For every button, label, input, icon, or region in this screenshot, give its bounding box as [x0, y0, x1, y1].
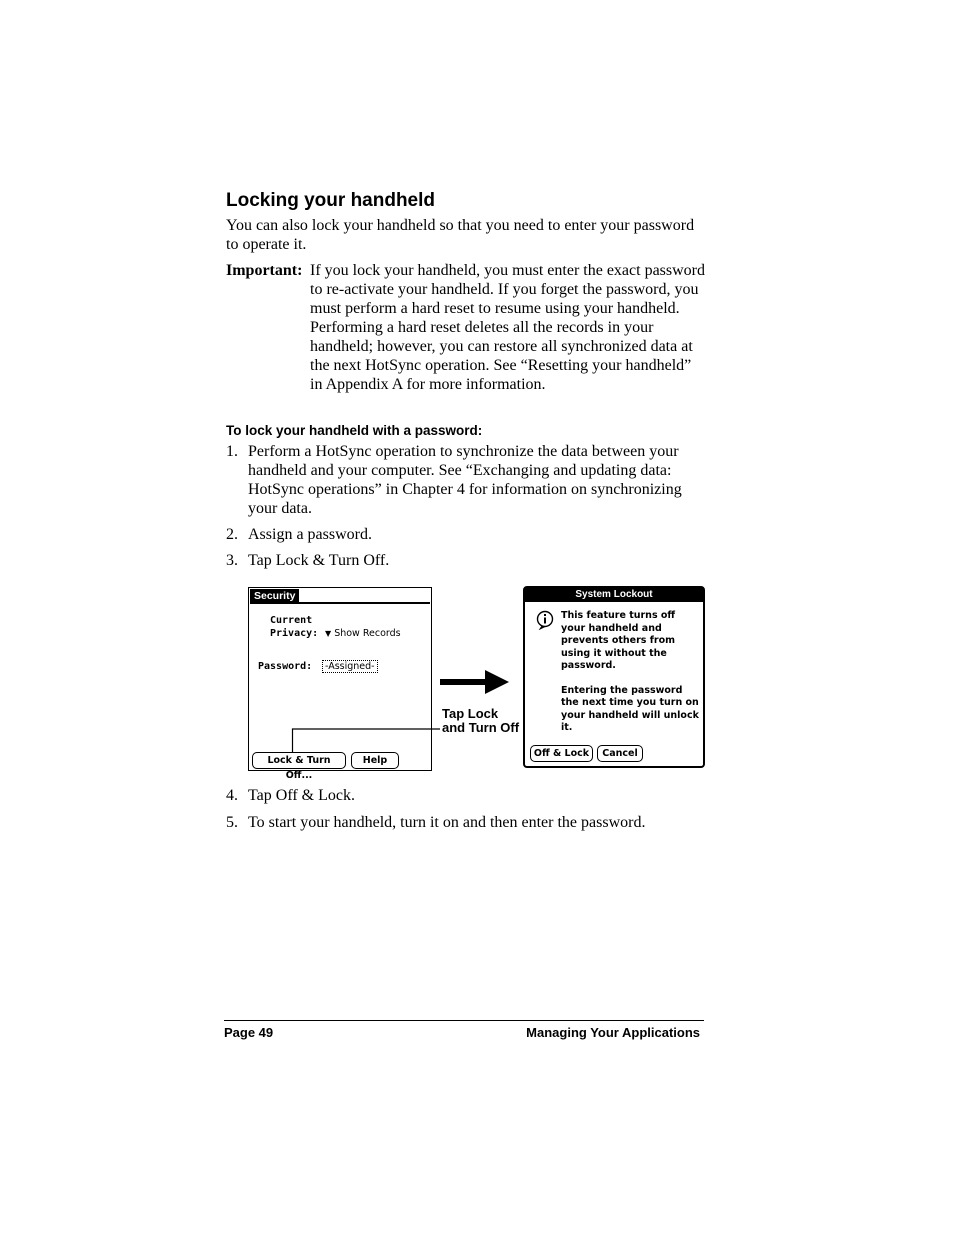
dialog-message-2: Entering the password the next time you turn on your handheld will unlock it.	[561, 684, 699, 733]
page-number: Page 49	[224, 1025, 274, 1040]
dialog-message-1: This feature turns off your handheld and prevents others from using it without the password.	[561, 610, 676, 671]
step-text: To start your handheld, turn it on and then enter the password.	[248, 814, 646, 831]
info-icon	[535, 610, 555, 630]
step-5	[226, 813, 706, 832]
dialog-title: System Lockout	[525, 588, 703, 602]
step-3	[226, 551, 706, 570]
security-title: Security	[250, 589, 299, 603]
step-4	[226, 786, 706, 805]
triangle-down-icon: ▼	[325, 629, 332, 638]
arrow-right-icon	[440, 668, 510, 698]
step-number: 5.	[226, 814, 238, 831]
current-label: Current	[270, 615, 313, 626]
figure-caption: Tap Lock and Turn Off	[442, 706, 520, 735]
title-rule	[250, 602, 430, 604]
step-number: 1.	[226, 443, 238, 460]
step-text: Tap Off & Lock.	[248, 787, 355, 804]
password-label: Password:	[258, 661, 313, 672]
important-text: If you lock your handheld, you must enter the exact password to re-activate your handheld. If you forget the password, you must perform a hard reset to resume using your handheld. Performing a hard reset deletes all the records in your handheld; however, you can restore all synchronized data at the next HotSync operation. See “Resetting your handheld” in Appendix A for more information.	[310, 262, 706, 393]
step-2	[226, 525, 706, 544]
step-text: Assign a password.	[248, 526, 372, 543]
step-number: 3.	[226, 552, 238, 569]
privacy-label: Privacy:	[270, 628, 319, 639]
system-lockout-dialog	[523, 586, 705, 768]
step-1	[226, 442, 706, 518]
section-title: Locking your handheld	[226, 190, 436, 211]
cancel-button[interactable]: Cancel	[597, 745, 643, 762]
step-text: Perform a HotSync operation to synchronize the data between your handheld and your computer. See “Exchanging and updating data: HotSync operations” in Chapter 4 for information on synchronizing your data.	[248, 443, 682, 517]
procedure-title: To lock your handheld with a password:	[226, 423, 483, 438]
important-label: Important:	[226, 262, 303, 279]
intro-paragraph: You can also lock your handheld so that you need to enter your password to operate it.	[226, 217, 695, 253]
help-button[interactable]: Help	[351, 752, 399, 769]
step-text: Tap Lock & Turn Off.	[248, 552, 390, 569]
step-number: 2.	[226, 526, 238, 543]
callout-line	[288, 722, 443, 754]
off-lock-button[interactable]: Off & Lock	[530, 745, 593, 762]
privacy-value: Show Records	[334, 628, 401, 639]
dialog-message	[561, 610, 701, 735]
step-number: 4.	[226, 787, 238, 804]
privacy-dropdown[interactable]	[325, 628, 401, 639]
chapter-title: Managing Your Applications	[526, 1025, 700, 1040]
password-field[interactable]: -Assigned-	[322, 660, 378, 673]
footer-rule	[224, 1020, 704, 1021]
lock-turn-off-button[interactable]: Lock & Turn Off...	[252, 752, 346, 769]
